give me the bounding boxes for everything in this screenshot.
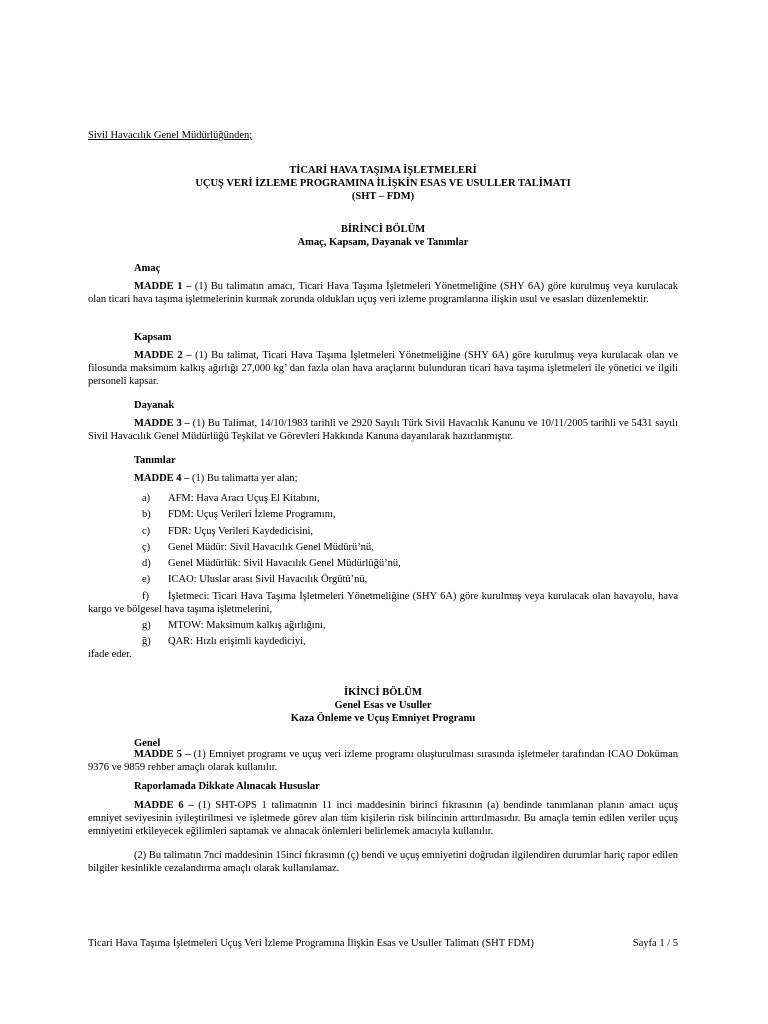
document-page	[88, 0, 678, 1024]
madde-1-text: (1) Bu talimatın amacı, Ticari Hava Taşıma İşletmeleri Yönetmeliğine (SHY 6A) göre kurulmuş veya kurulacak olan ticari hava taşıma işletmelerinin kurmak zorunda oldukları uçuş veri izleme programlarına ilişkin usul ve esasları düzenlemektir.	[88, 281, 679, 305]
tanimlar-heading: Tanımlar	[134, 455, 176, 466]
list-item: c) FDR: Uçuş Verileri Kaydedicisini,	[142, 525, 314, 537]
list-item: ğ) QAR: Hızlı erişimli kaydediciyi,	[142, 636, 306, 648]
list-item: a) AFM: Hava Aracı Uçuş El Kitabını,	[142, 493, 320, 504]
title-line-1: TİCARİ HAVA TAŞIMA İŞLETMELERİ	[289, 165, 477, 176]
title-line-2: UÇUŞ VERİ İZLEME PROGRAMINA İLİŞKİN ESAS VE USULLER TALİMATI	[195, 178, 571, 189]
definitions-list	[88, 492, 678, 651]
section-2-subtitle-2: Kaza Önleme ve Uçuş Emniyet Programı	[290, 713, 476, 724]
madde-6-text-2: (2) Bu talimatın 7nci maddesinin 15inci fıkrasının (ç) bendi ve uçuş emniyetini doğrudan ilgilendiren durumlar hariç rapor edilen bilgiler kesinlikle cezalandırma amaçlı olarak kullanılamaz.	[88, 850, 678, 874]
madde-2-paragraph	[88, 349, 678, 388]
madde-2-label: MADDE 2 –	[134, 350, 192, 361]
madde-1-label: MADDE 1 –	[134, 281, 192, 292]
madde-4-paragraph	[88, 472, 678, 485]
madde-6-text-1: (1) SHT-OPS 1 talimatının 11 inci maddesinin birinci fıkrasının (a) bendinde tanımlanan planın amacı uçuş emniyet seviyesinin iyileştirilmesi ve işletmede görev alan tüm kişilerin risk bilincinin arttırılmasıdır. Bu amaçla temin edilen veriler uçuş emniyetini etkileyecek eğilimleri saptamak ve alınacak önlemleri belirlemek amacıyla kullanılır.	[88, 800, 678, 837]
document-title	[88, 164, 678, 203]
madde-6-paragraph-2	[88, 849, 678, 875]
madde-6-paragraph	[88, 799, 678, 838]
dayanak-heading: Dayanak	[134, 400, 175, 411]
madde-5-label: MADDE 5 –	[134, 749, 191, 760]
raporlama-heading: Raporlamada Dikkate Alınacak Hususlar	[134, 781, 320, 792]
section-1-title: BİRİNCİ BÖLÜM	[340, 224, 426, 235]
madde-4-label: MADDE 4 –	[134, 473, 190, 484]
madde-5-paragraph	[88, 748, 678, 774]
section-2-heading	[88, 686, 678, 725]
list-item: e) ICAO: Uluslar arası Sivil Havacılık Örgütü’nü,	[142, 574, 368, 586]
madde-4-intro: (1) Bu talimatta yer alan;	[189, 473, 298, 484]
definitions-closing: ifade eder.	[88, 649, 132, 660]
amac-heading: Amaç	[134, 263, 161, 274]
madde-1-paragraph	[88, 280, 678, 306]
section-1-subtitle: Amaç, Kapsam, Dayanak ve Tanımlar	[297, 237, 469, 248]
list-item: d) Genel Müdürlük: Sivil Havacılık Genel Müdürlüğü’nü,	[142, 558, 401, 570]
title-line-3: (SHT – FDM)	[351, 191, 415, 202]
madde-6-label: MADDE 6 –	[134, 800, 194, 811]
madde-3-paragraph	[88, 417, 678, 443]
page-number: Sayfa 1 / 5	[632, 938, 678, 949]
list-item: f) İşletmeci: Ticari Hava Taşıma İşletmeleri Yönetmeliğine (SHY 6A) göre kurulmuş veya kurulacak olan havayolu, hava kargo ve bölgesel hava taşıma işletmelerini,	[88, 590, 678, 615]
footer-title: Ticari Hava Taşıma İşletmeleri Uçuş Veri İzleme Programına İlişkin Esas ve Usuller Talimatı (SHT FDM)	[88, 938, 534, 949]
genel-heading: Genel	[134, 738, 161, 749]
madde-5-text: (1) Emniyet programı ve uçuş veri izleme programı oluşturulması sırasında işletmeler tarafından ICAO Doküman 9376 ve 9859 rehber amaçlı olarak kullanılır.	[88, 749, 678, 773]
list-item: ç) Genel Müdür: Sivil Havacılık Genel Müdürü’nü,	[142, 541, 374, 553]
list-item: g) MTOW: Maksimum kalkış ağırlığını,	[142, 619, 326, 631]
madde-3-label: MADDE 3 –	[134, 418, 190, 429]
list-item: b) FDM: Uçuş Verileri İzleme Programını,	[142, 509, 336, 521]
section-1-heading	[88, 223, 678, 249]
madde-3-text: (1) Bu Talimat, 14/10/1983 tarihli ve 2920 Sayılı Türk Sivil Havacılık Kanunu ve 10/11/2005 tarihli ve 5431 sayılı Sivil Havacılık Genel Müdürlüğü Teşkilat ve Görevleri Hakkında Kanuna dayanılarak hazırlanmıştır.	[88, 418, 678, 442]
kapsam-heading: Kapsam	[134, 332, 172, 343]
section-2-title: İKİNCİ BÖLÜM	[344, 687, 422, 698]
organization-line: Sivil Havacılık Genel Müdürlüğünden;	[88, 130, 253, 141]
section-2-subtitle-1: Genel Esas ve Usuller	[334, 700, 432, 711]
madde-2-text: (1) Bu talimat, Ticari Hava Taşıma İşletmeleri Yönetmeliğine (SHY 6A) göre kurulmuş veya kurulacak olan ve filosunda maksimum kalkış ağırlığı 27,000 kg’ dan fazla olan hava araçlarını bulunduran ticari hava taşıma işletmeleri ile yönetici ve ilgili personeli kapsar.	[88, 350, 678, 387]
